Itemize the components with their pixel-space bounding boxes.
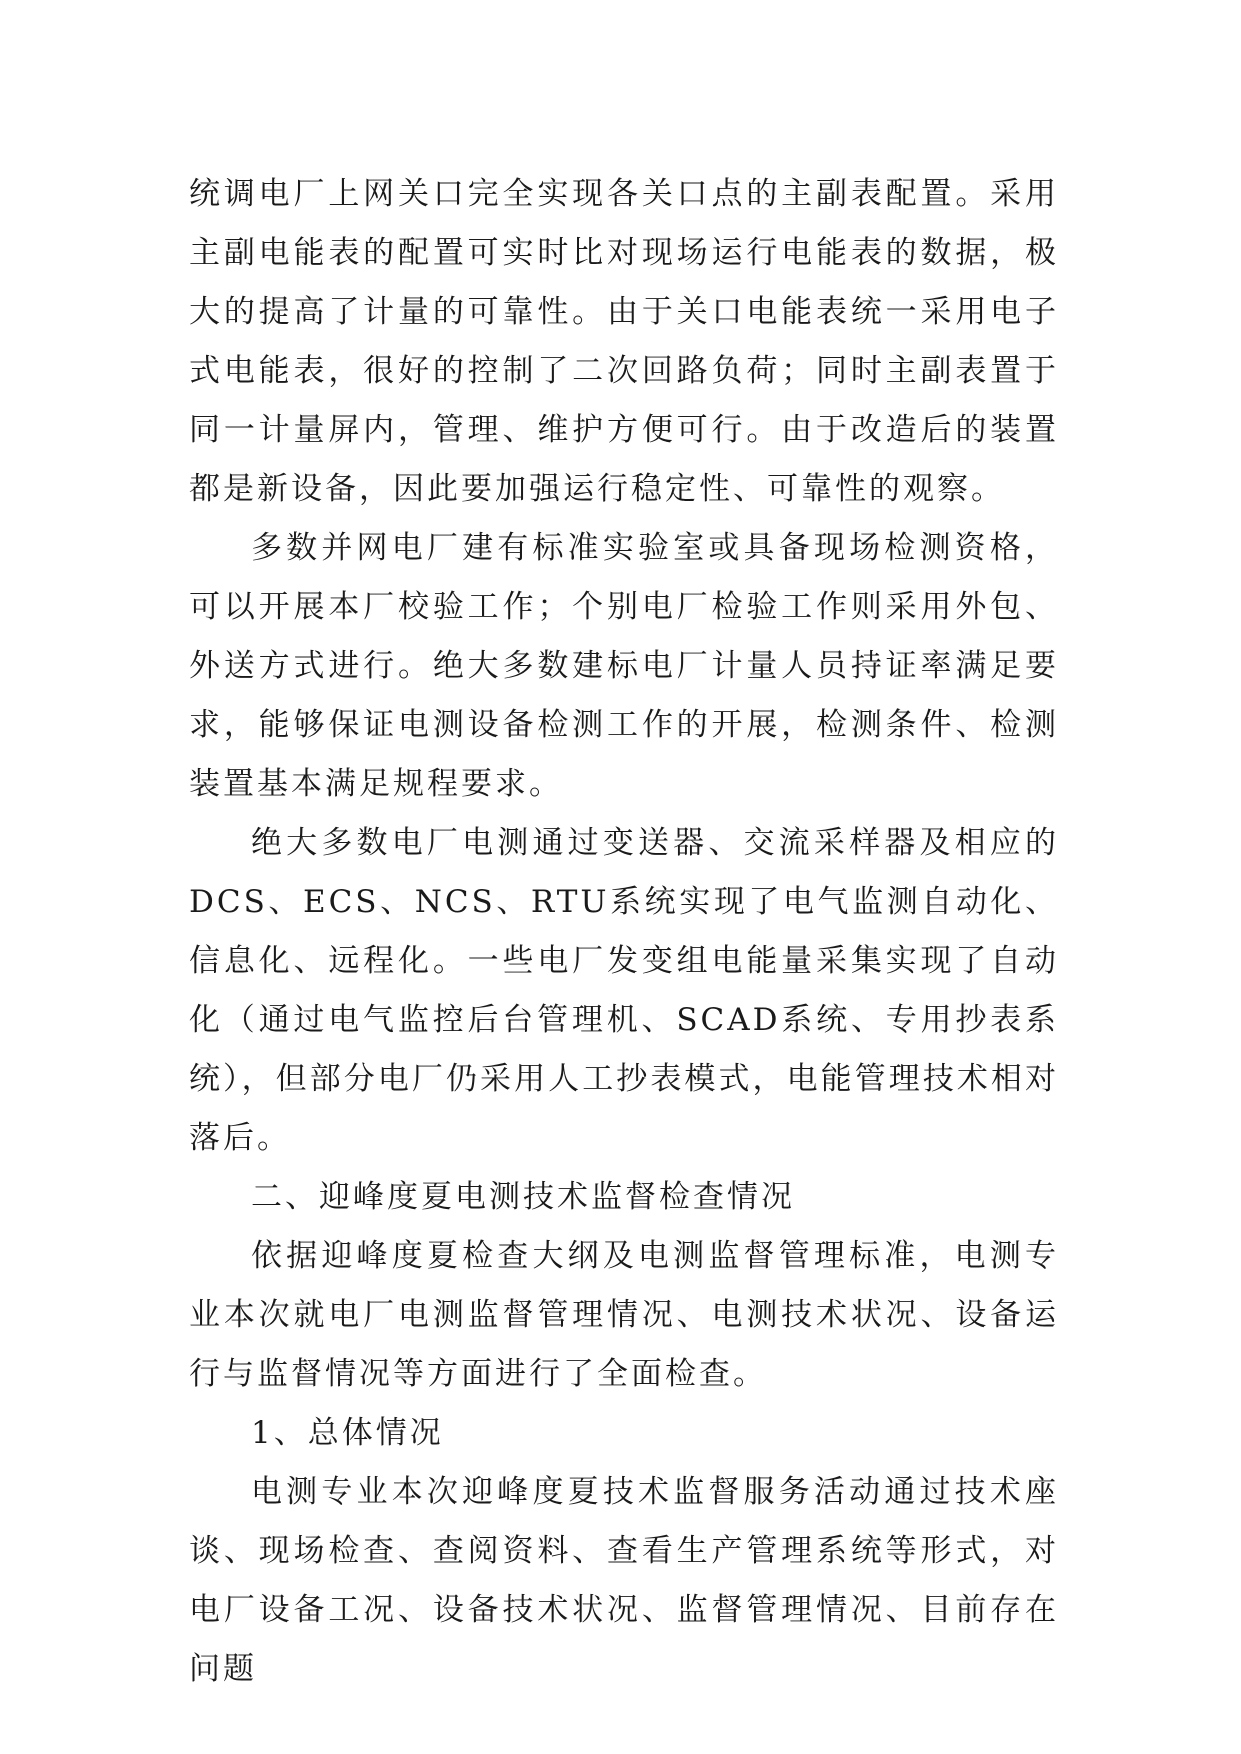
paragraph-inspection-basis: 依据迎峰度夏检查大纲及电测监督管理标准，电测专业本次就电厂电测监督管理情况、电测技术状况、设备运行与监督情况等方面进行了全面检查。 bbox=[189, 1238, 1059, 1392]
paragraph-automation: 绝大多数电厂电测通过变送器、交流采样器及相应的DCS、ECS、NCS、RTU系统实现了电气监测自动化、信息化、远程化。一些电厂发变组电能量采集实现了自动化（通过电气监控后台管理机、SCAD系统、专用抄表系统），但部分电厂仍采用人工抄表模式，电能管理技术相对落后。 bbox=[189, 825, 1059, 1156]
section-heading-2: 二、迎峰度夏电测技术监督检查情况 bbox=[251, 1179, 795, 1215]
paragraph-overall: 电测专业本次迎峰度夏技术监督服务活动通过技术座谈、现场检查、查阅资料、查看生产管理系统等形式，对电厂设备工况、设备技术状况、监督管理情况、目前存在问题 bbox=[189, 1474, 1059, 1687]
subsection-heading-1: 1、总体情况 bbox=[251, 1415, 444, 1451]
paragraph-lab-qualification: 多数并网电厂建有标准实验室或具备现场检测资格，可以开展本厂校验工作；个别电厂检验工作则采用外包、外送方式进行。绝大多数建标电厂计量人员持证率满足要求，能够保证电测设备检测工作的开展，检测条件、检测装置基本满足规程要求。 bbox=[189, 530, 1059, 802]
paragraph-meter-config: 统调电厂上网关口完全实现各关口点的主副表配置。采用主副电能表的配置可实时比对现场运行电能表的数据，极大的提高了计量的可靠性。由于关口电能表统一采用电子式电能表，很好的控制了二次回路负荷；同时主副表置于同一计量屏内，管理、维护方便可行。由于改造后的装置都是新设备，因此要加强运行稳定性、可靠性的观察。 bbox=[189, 176, 1059, 507]
document-body bbox=[189, 165, 1059, 1699]
